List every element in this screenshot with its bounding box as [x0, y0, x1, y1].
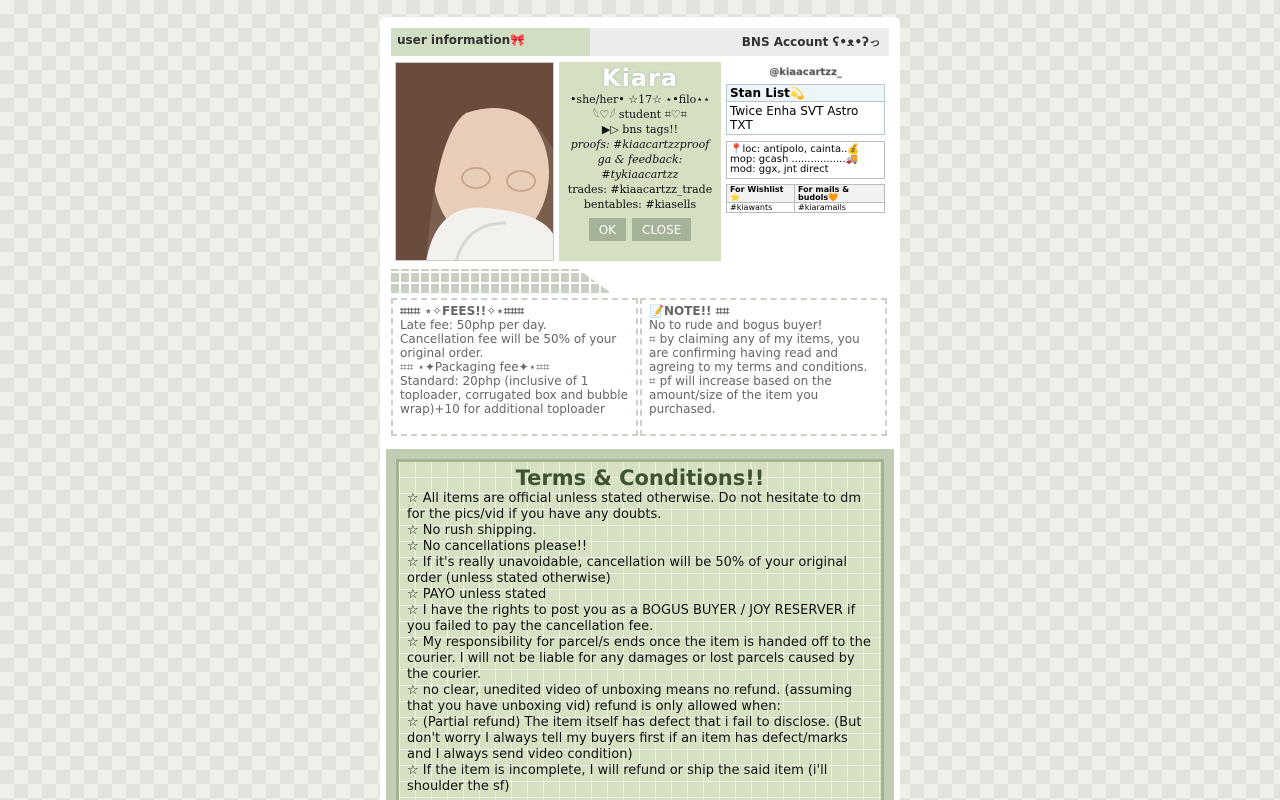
profile-line: proofs: #kiaacartzzproof: [570, 138, 710, 151]
profile-box: [559, 62, 721, 261]
mails-tag[interactable]: #kiaramails: [798, 203, 846, 212]
fees-line: ⌗⌗ ⋆✦Packaging fee✦⋆⌗⌗: [400, 360, 550, 374]
profile-photo-illustration: [396, 63, 554, 261]
header-bar: [391, 28, 889, 56]
note-line: ⌗ pf will increase based on the amount/size of the item you purchased.: [649, 374, 832, 416]
mails-header: For mails & budols🧡: [795, 185, 884, 203]
user-information-tab[interactable]: user information🎀: [391, 28, 590, 56]
note-line: ⌗ by claiming any of my items, you are confirming having read and agreing to my terms and conditions.: [649, 332, 868, 374]
account-handle: @kiaacartzz_: [769, 67, 842, 78]
info-line: 📍loc: antipolo, cainta..💰: [730, 144, 860, 155]
stan-list: [726, 84, 885, 135]
term-item: ☆ If the item is incomplete, I will refund or ship the said item (i'll shoulder the sf): [407, 763, 828, 794]
term-item: ☆ no clear, unedited video of unboxing means no refund. (assuming that you have unboxing vid) refund is only allowed when:: [407, 683, 853, 714]
info-line: mop: gcash .................🚚: [730, 154, 858, 165]
close-button[interactable]: CLOSE: [632, 218, 691, 241]
terms-frame: [386, 449, 894, 800]
profile-line: bentables: #kiasells: [583, 198, 697, 211]
profile-buttons: [559, 218, 721, 241]
profile-name: Kiara: [601, 64, 679, 92]
profile-photo: [395, 62, 554, 261]
terms-panel: [396, 459, 884, 800]
fees-box: [391, 298, 638, 436]
profile-line: trades: #kiaacartzz_trade: [567, 183, 713, 196]
fees-title: ⌗⌗⌗ ⋆✧FEES!!✧⋆⌗⌗⌗: [400, 304, 525, 318]
term-item: ☆ PAYO unless stated: [407, 587, 547, 602]
info-line: mod: ggx, jnt direct: [730, 164, 829, 175]
note-title: 📝NOTE!! ⌗⌗: [649, 304, 730, 318]
profile-line: #tykiaacartzz: [601, 168, 679, 181]
wishlist-tag[interactable]: #kiawants: [727, 203, 795, 212]
fees-line: Cancellation fee will be 50% of your original order.: [400, 332, 617, 360]
tags-table: [726, 184, 885, 213]
profile-line: •she/her• ☆17☆ ⋆•filo⋆⋆: [569, 93, 711, 106]
profile-card: [380, 17, 900, 800]
decorative-divider: [391, 269, 611, 293]
wishlist-header: For Wishlist ⭐: [727, 185, 795, 203]
ok-button[interactable]: OK: [589, 218, 626, 241]
term-item: ☆ No rush shipping.: [407, 523, 537, 538]
fees-line: Standard: 20php (inclusive of 1 toploader, corrugated box and bubble wrap)+10 for additional toploader: [400, 374, 629, 416]
term-item: ☆ (Partial refund) The item itself has defect that i fail to disclose. (But don't worry I always tell my buyers first if an item has defect/marks and I always send video condition): [407, 715, 862, 762]
note-line: No to rude and bogus buyer!: [649, 318, 823, 332]
profile-line: ga & feedback:: [597, 153, 683, 166]
term-item: ☆ No cancellations please!!: [407, 539, 588, 554]
profile-line: 𓆩♡𓆪 student ⌗♡⌗: [593, 108, 687, 121]
note-box: [640, 298, 887, 436]
shipping-info: [726, 141, 885, 179]
term-item: ☆ If it's really unavoidable, cancellation will be 50% of your original order (unless stated otherwise): [407, 555, 847, 586]
bns-account-title: BNS Account ʕ•ᴥ•ʔっ: [590, 28, 889, 56]
stan-list-body: Twice Enha SVT Astro TXT: [730, 104, 859, 132]
fees-line: Late fee: 50php per day.: [400, 318, 547, 332]
term-item: ☆ All items are official unless stated otherwise. Do not hesitate to dm for the pics/vid if you have any doubts.: [407, 491, 861, 522]
terms-title: Terms & Conditions!!: [515, 466, 765, 490]
right-column: [726, 62, 885, 213]
profile-line: ▶▷ bns tags!!: [601, 123, 679, 136]
term-item: ☆ My responsibility for parcel/s ends once the item is handed off to the courier. I will not be liable for any damages or lost parcels caused by the courier.: [407, 635, 871, 682]
stan-list-title: Stan List💫: [727, 85, 884, 102]
term-item: ☆ I have the rights to post you as a BOGUS BUYER / JOY RESERVER if you failed to pay the cancellation fee.: [407, 603, 856, 634]
